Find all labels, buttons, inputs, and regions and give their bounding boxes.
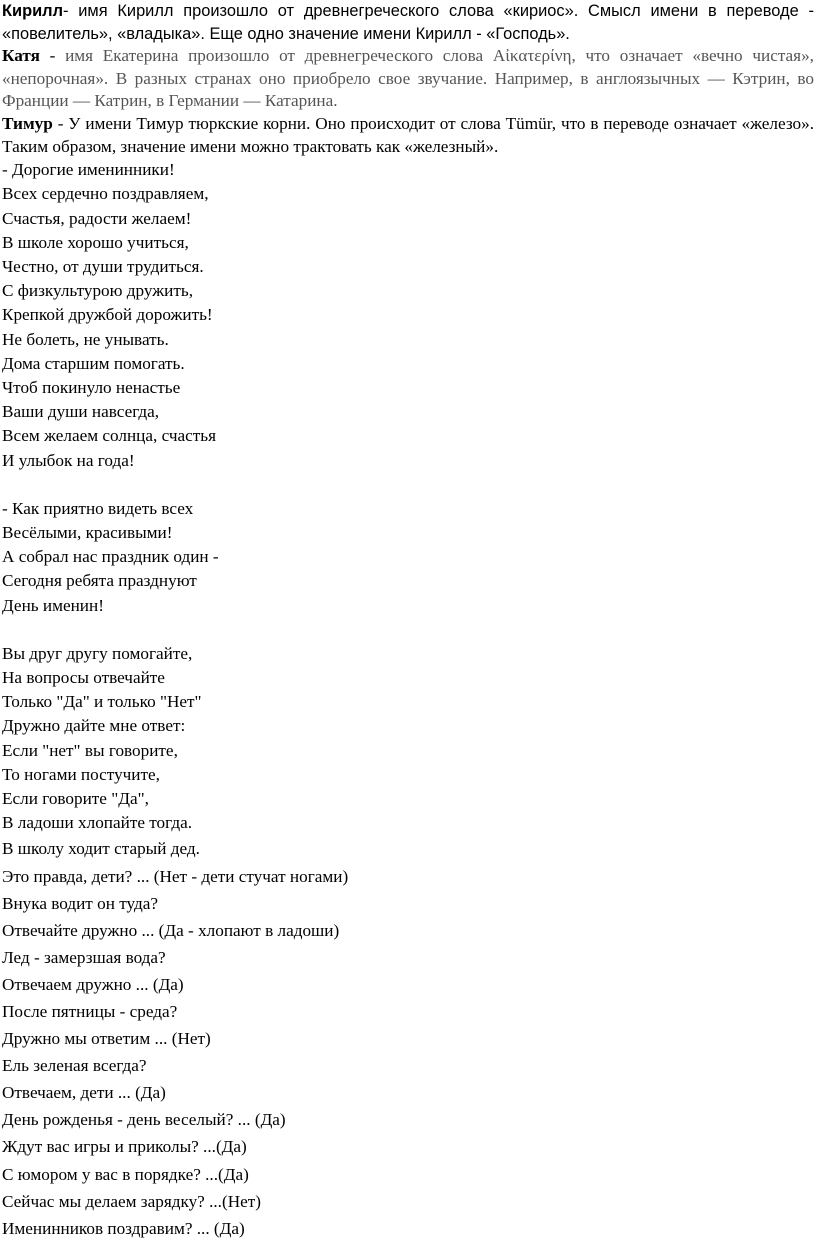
quiz-line: С юмором у вас в порядке? ...(Да) — [2, 1164, 249, 1184]
poem-line: Счастья, радости желаем! — [2, 208, 192, 228]
poem-greeting — [2, 158, 814, 473]
name-meaning-timur — [2, 113, 814, 158]
poem-line: Если "нет" вы говорите, — [2, 740, 178, 760]
quiz-line: Ждут вас игры и приколы? ...(Да) — [2, 1137, 247, 1157]
poem-line: А собрал нас праздник один - — [2, 547, 219, 567]
name-separator: - — [52, 113, 69, 133]
poem-line: Весёлыми, красивыми! — [2, 523, 173, 542]
poem-line: Если говорите "Да", — [2, 789, 149, 809]
stanza-gap — [2, 618, 814, 642]
poem-game-rules — [2, 642, 814, 836]
quiz-line: Отвечаем, дети ... (Да) — [2, 1083, 166, 1103]
quiz-line: День рожденья - день веселый? ... (Да) — [2, 1110, 286, 1130]
poem-line: Всем желаем солнца, счастья — [2, 426, 217, 446]
quiz-line: Отвечаем дружно ... (Да) — [2, 974, 184, 994]
poem-line: В школе хорошо учиться, — [2, 232, 189, 252]
name-description: имя Екатерина произошло от древнегреческого слова Αἰκατερίνη, что означает «вечно чистая», «непорочная». В разных странах оно приобрело свое звучание. Например, в англоязычных — Кэтрин, во Франции — Катрин, в Германии — Катарина. — [2, 46, 814, 111]
quiz-line: Отвечайте дружно ... (Да - хлопают в ладоши) — [2, 920, 340, 940]
name-meaning-kirill — [2, 0, 814, 45]
quiz-line: Это правда, дети? ... (Нет - дети стучат ногами) — [2, 866, 349, 886]
stanza-gap — [2, 473, 814, 497]
quiz-line: После пятницы - среда? — [2, 1002, 178, 1021]
name-meaning-katya — [2, 45, 814, 113]
quiz-questions — [2, 835, 814, 1241]
poem-line: На вопросы отвечайте — [2, 668, 165, 688]
quiz-line: В школу ходит старый дед. — [2, 839, 200, 859]
poem-line: Не болеть, не унывать. — [2, 329, 169, 349]
poem-line: С физкультурою дружить, — [2, 281, 193, 301]
poem-line: То ногами постучите, — [2, 764, 160, 784]
poem-line: Только "Да" и только "Нет" — [2, 692, 202, 712]
name-title: Катя — [2, 46, 40, 66]
quiz-line: Дружно мы ответим ... (Нет) — [2, 1029, 211, 1049]
poem-line: Ваши души навсегда, — [2, 402, 160, 422]
poem-line: Крепкой дружбой дорожить! — [2, 305, 213, 325]
poem-line: Дома старшим помогать. — [2, 353, 185, 373]
poem-line: Сегодня ребята празднуют — [2, 571, 197, 591]
quiz-line: Именинников поздравим? ... (Да) — [2, 1218, 245, 1238]
poem-line: - Дорогие именинники! — [2, 160, 175, 180]
poem-line: Вы друг другу помогайте, — [2, 643, 193, 663]
quiz-line: Ель зеленая всегда? — [2, 1056, 147, 1076]
name-description: имя Кирилл произошло от древнегреческого слова «кириос». Смысл имени в переводе - «повелитель», «владыка». Еще одно значение имени Кирилл - «Господь». — [2, 2, 814, 43]
name-description: У имени Тимур тюркские корни. Оно происходит от слова Tümür, что в переводе означает «железо». Таким образом, значение имени можно трактовать как «железный». — [2, 113, 814, 156]
poem-holiday — [2, 497, 814, 618]
name-title: Кирилл — [2, 2, 63, 20]
quiz-line: Внука водит он туда? — [2, 893, 159, 913]
quiz-line: Сейчас мы делаем зарядку? ...(Нет) — [2, 1191, 261, 1211]
poem-line: В ладоши хлопайте тогда. — [2, 813, 193, 833]
quiz-line: Лед - замерзшая вода? — [2, 947, 166, 967]
poem-line: Честно, от души трудиться. — [2, 256, 204, 276]
poem-line: Всех сердечно поздравляем, — [2, 184, 209, 204]
name-separator: - — [63, 2, 79, 20]
poem-line: - Как приятно видеть всех — [2, 498, 194, 518]
name-title: Тимур — [2, 113, 53, 133]
poem-line: И улыбок на года! — [2, 450, 135, 470]
poem-line: Дружно дайте мне ответ: — [2, 716, 186, 736]
name-separator: - — [39, 46, 66, 66]
poem-line: День именин! — [2, 595, 104, 615]
poem-line: Чтоб покинуло ненастье — [2, 377, 181, 397]
